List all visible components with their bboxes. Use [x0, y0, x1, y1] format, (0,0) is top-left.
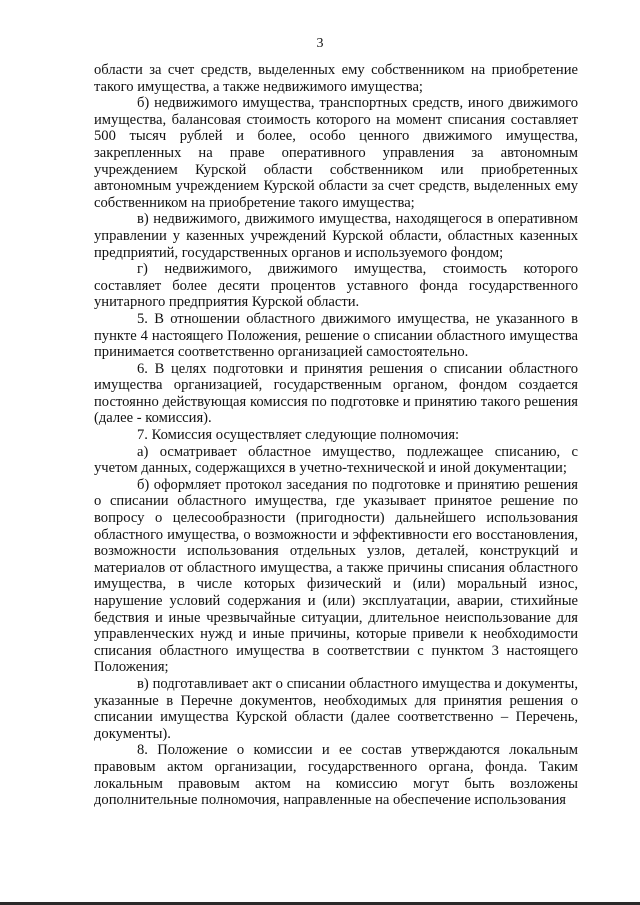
paragraph-8: 8. Положение о комиссии и ее состав утверждаются локальным правовым актом организации, государственного органа, фонда. Таким локальным правовым актом на комиссию могут быть возложены дополнительные полномочия, направленные на обеспечение использования [94, 742, 578, 809]
paragraph-7: 7. Комиссия осуществляет следующие полномочия: [137, 427, 460, 444]
paragraph-item-g: г) недвижимого, движимого имущества, стоимость которого составляет более десяти процентов уставного фонда государственного унитарного предприятия Курской области. [94, 261, 578, 311]
page-number: 3 [316, 36, 324, 51]
paragraph-continuation: области за счет средств, выделенных ему собственником на приобретение такого имущества, а также недвижимого имущества; [94, 62, 578, 95]
paragraph-5: 5. В отношении областного движимого имущества, не указанного в пункте 4 настоящего Положения, решение о списании областного имущества принимается соответственно организацией самостоятельно. [94, 310, 578, 361]
paragraph-7-b: б) оформляет протокол заседания по подготовке и принятию решения о списании областного имущества, где указывает принятое решение по вопросу о целесообразности (пригодности) дальнейшего использования областного имущества, о возможности и эффективности его восстановления, возможности использования отдельных узлов, деталей, конструкций и материалов от областного имущества, а также причины списания областного имущества, в числе которых физический и (или) моральный износ, нарушение условий содержания и (или) эксплуатации, аварии, стихийные бедствия и иные чрезвычайные ситуации, длительное неиспользование для управленческих нужд и иные причины, которые привели к необходимости списания областного имущества в соответствии с пунктом 3 настоящего Положения; [94, 476, 578, 676]
paragraph-6: 6. В целях подготовки и принятия решения о списании областного имущества организацией, государственным органом, фондом создается постоянно действующая комиссия по подготовке и принятию такого решения (далее - комиссия). [94, 360, 578, 427]
paragraph-7-v: в) подготавливает акт о списании областного имущества и документы, указанные в Перечне документов, необходимых для принятия решения о списании имущества Курской области (далее соответственно – Перечень, документы). [94, 675, 578, 742]
document-body [94, 62, 578, 809]
paragraph-7-a: а) осматривает областное имущество, подлежащее списанию, с учетом данных, содержащихся в учетно-технической и иной документации; [94, 443, 578, 477]
paragraph-item-v: в) недвижимого, движимого имущества, находящегося в оперативном управлении у казенных учреждений Курской области, областных казенных предприятий, государственных органов и используемого фондом; [94, 211, 578, 261]
paragraph-item-b: б) недвижимого имущества, транспортных средств, иного движимого имущества, балансовая стоимость которого на момент списания составляет 500 тысяч рублей и более, особо ценного движимого имущества, закрепленных на праве оперативного управления за автономным учреждением Курской области собственником или приобретенных автономным учреждением Курской области за счет средств, выделенных ему собственником на приобретение такого имущества; [94, 95, 578, 211]
